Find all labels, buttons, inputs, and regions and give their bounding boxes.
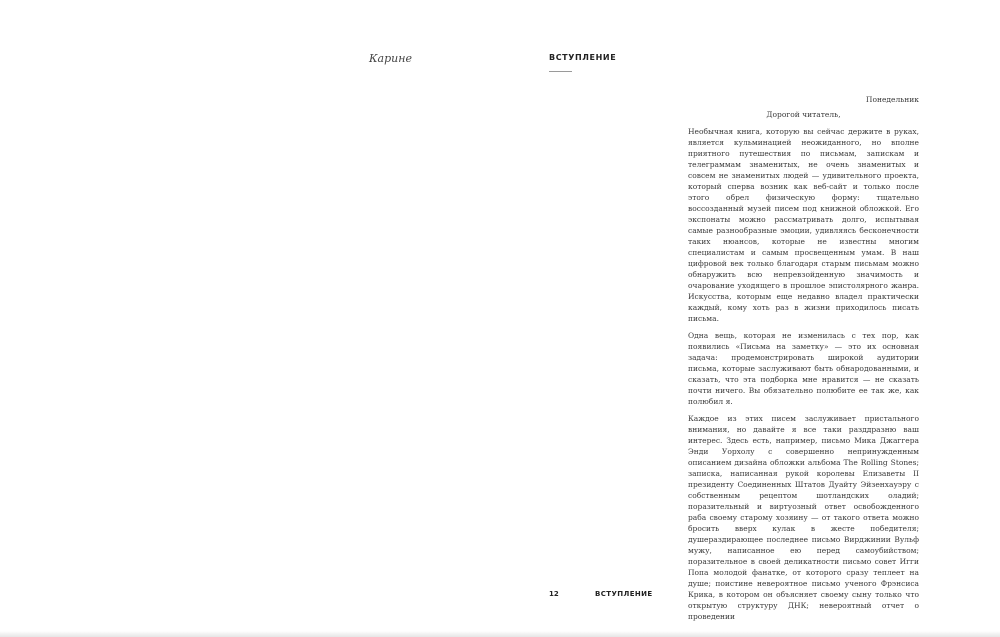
letter-day: Понедельник: [865, 95, 919, 104]
letter-paragraph: Необычная книга, которую вы сейчас держите в руках, является кульминацией неожиданного, но вполне приятного путешествия по письмам, запискам и телеграммам знаменитых, не очень знаменитых и совсем не знаменитых людей — удивительного проекта, который сперва возник как веб-сайт и только после этого обрел физическую форму: тщательно воссозданный музей писем под книжной обложкой. Его экспонаты можно рассматривать долго, испытывая самые разнообразные эмоции, удивляясь бесконечности таких нюансов, которые не известны многим специалистам и самым просвещенным умам. В наш цифровой век только благодаря старым письмам можно обнаружить всю непревзойденную значимость и очарование уходящего в прошлое эпистолярного жанра. Искусства, которым еще недавно владел практически каждый, кому хоть раз в жизни приходилось писать письма.: [688, 127, 919, 323]
letter-body: [688, 94, 919, 628]
dedication: Карине: [369, 52, 412, 65]
letter-greeting: Дорогой читатель,: [766, 110, 841, 119]
letter-paragraph: Каждое из этих писем заслуживает пристального внимания, но давайте я все таки разддразню ваш интерес. Здесь есть, например, письмо Мика Джаггера Энди Уорхолу с совершенно непринужденным описанием дизайна обложки альбома The Rolling Stones; записка, написанная рукой королевы Елизаветы II президенту Соединенных Штатов Дуайту Эйзенхауэру с собственным рецептом шотландских оладий; поразительный и виртуозный ответ освобожденного раба своему старому хозяину — от такого ответа можно бросить вверх кулак в жесте победителя; душераздирающее последнее письмо Вирджинии Вульф мужу, написанное ею перед самоубийством; поразительное в своей деликатности письмо совет Игги Попа молодой фанатке, от которого сразу теплеет на душе; поистине невероятное письмо ученого Фрэнсиса Крика, в котором он объясняет своему сыну только что открытую структуру ДНК; невероятный отчет о проведении: [688, 414, 919, 621]
page-number: 12: [549, 590, 559, 598]
letter-paragraph: Одна вещь, которая не изменилась с тех пор, как появились «Письма на заметку» — это их основная задача: продемонстрировать широкой аудитории письма, которые заслуживают быть обнародованными, и сказать, что эта подборка мне нравится — не сказать почти ничего. Вы обязательно полюбите ее так же, как полюбил я.: [688, 331, 919, 406]
section-title: ВСТУПЛЕНИЕ: [549, 53, 617, 62]
title-rule: [549, 71, 572, 72]
running-head: ВСТУПЛЕНИЕ: [595, 590, 653, 598]
page-edge-shadow: [0, 631, 1000, 637]
